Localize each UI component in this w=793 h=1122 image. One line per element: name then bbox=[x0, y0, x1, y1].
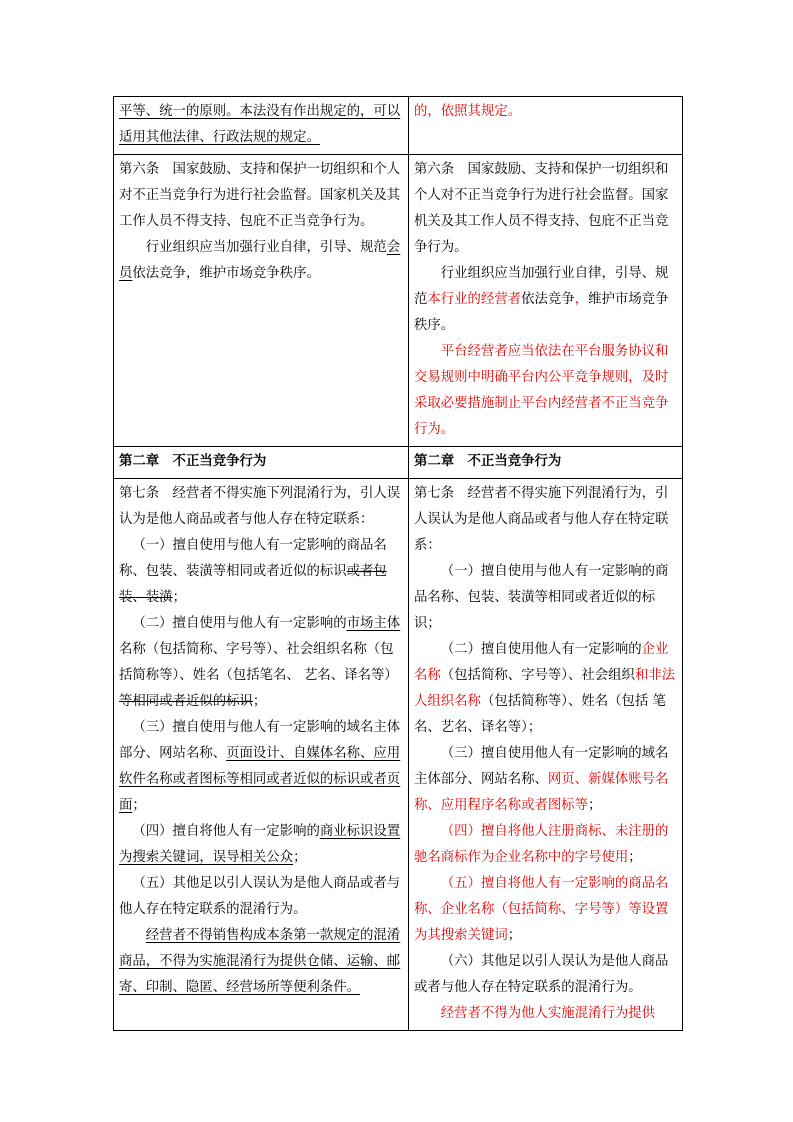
article-7-old-item-2 bbox=[119, 611, 403, 715]
table-row bbox=[114, 479, 683, 1031]
article-6-new-p2 bbox=[414, 261, 677, 339]
text-run: 依法竞争 bbox=[521, 292, 575, 307]
amended-text: 企业名称 bbox=[414, 642, 669, 683]
text-run: ； bbox=[252, 694, 267, 709]
new-law-cell bbox=[409, 97, 683, 155]
text-run: （一）擅自使用与他人有一定影响的商品名称、包装、装潢等相同或者近似的标识 bbox=[119, 538, 387, 579]
text-run: ； bbox=[132, 798, 146, 813]
article-7-new-item-2 bbox=[414, 637, 677, 741]
underlined-text: 会员 bbox=[119, 240, 401, 281]
text-run: 维护市场竞争秩序。 bbox=[414, 292, 669, 333]
amended-text: ， bbox=[574, 292, 589, 307]
amended-text: （四）擅自将他人注册商标、未注册的驰名商标作为企业名称中的字号使用 bbox=[414, 824, 669, 865]
old-law-cell bbox=[114, 155, 409, 447]
text-run: ； bbox=[293, 850, 307, 865]
underlined-text: 商业标识设置为搜索关键词，误导相关公众 bbox=[119, 824, 401, 865]
article-7-new-item-1: （一）擅自使用与他人有一定影响的商品名称、包装、装潢等相同或者近似的标识； bbox=[414, 564, 669, 631]
amended-text: 等设置为其搜索关键词 bbox=[414, 902, 669, 943]
amended-text: 网页、新媒体账号名称、应用程序名称或者图标等 bbox=[414, 772, 669, 813]
article-6-new-p3: 平台经营者应当依法在平台服务协议和交易规则中明确平台内公平竞争规则，及时采取必要措施制止平台内经营者不正当竞争行为。 bbox=[414, 344, 669, 437]
new-law-cell bbox=[409, 479, 683, 1031]
text-run: （二）擅自使用与他人有一定影响的 bbox=[132, 616, 347, 631]
article-7-new-item-4 bbox=[414, 819, 677, 871]
table-row bbox=[114, 155, 683, 447]
text-run: （包括简称、字号等）、社会组织 bbox=[440, 668, 635, 683]
amended-text: 商品名称、企业名称（包括简称、字号等） bbox=[414, 876, 669, 917]
article-7-old-item-1 bbox=[119, 533, 403, 611]
article-7-new-item-6: （六）其他足以引人误认为是他人商品或者与他人存在特定联系的混淆行为。 bbox=[414, 954, 669, 995]
deleted-text: 或者包装、装潢 bbox=[119, 564, 387, 605]
text-run: （包括简称等）、姓名（包括 笔名、艺名、译名等）； bbox=[414, 694, 666, 735]
text-run: ； bbox=[628, 850, 642, 865]
old-law-text: 平等、统一的原则。本法没有作出规定的，可以适用其他法律、行政法规的规定。 bbox=[119, 104, 401, 145]
text-run: ； bbox=[172, 590, 186, 605]
text-run: 名称（包括简称、字号等）、社会组织名称（包括简称等）、姓名（包括笔名、 艺名、译名等） bbox=[119, 642, 398, 683]
old-law-cell bbox=[114, 97, 409, 155]
underlined-text: 页面设计、自媒体名称、应用软件名称或者图标等相同或者近似的标识或者页面 bbox=[119, 746, 401, 813]
chapter-heading-old: 第二章 不正当竞争行为 bbox=[114, 447, 409, 479]
article-7-new-last-paragraph: 经营者不得为他人实施混淆行为提供 bbox=[440, 1006, 656, 1021]
text-run: （四）擅自将他人有一定影响的 bbox=[132, 824, 320, 839]
text-run: ； bbox=[507, 928, 522, 943]
article-7-old-item-4 bbox=[119, 819, 403, 871]
text-run: （三）擅自使用他人有一定影响的域名主体部分、网站名称、 bbox=[414, 746, 669, 787]
new-law-cell bbox=[409, 155, 683, 447]
text-run: ； bbox=[588, 798, 602, 813]
text-run: （二）擅自使用他人有一定影响的 bbox=[440, 642, 642, 657]
article-7-new-item-5 bbox=[414, 871, 677, 949]
text-run: 依法竞争，维护市场竞争秩序。 bbox=[132, 266, 320, 281]
table-row bbox=[114, 97, 683, 155]
amended-text: 和非法人组织名称 bbox=[414, 668, 676, 709]
amended-text: 本行业的经营者 bbox=[427, 292, 522, 307]
article-7-old-item-5: （五）其他足以引人误认为是他人商品或者与他人存在特定联系的混淆行为。 bbox=[119, 876, 401, 917]
underlined-text: 市场主体 bbox=[346, 616, 401, 631]
text-run: 行业组织应当加强行业自律，引导、规范 bbox=[414, 266, 669, 307]
article-6-new-p1: 第六条 国家鼓励、支持和保护一切组织和个人对不正当竞争行为进行社会监督。国家机关及其工作人员不得支持、包庇不正当竞争行为。 bbox=[414, 162, 669, 255]
law-comparison-table bbox=[113, 96, 683, 1031]
old-law-cell bbox=[114, 479, 409, 1031]
article-6-old-p1: 第六条 国家鼓励、支持和保护一切组织和个人对不正当竞争行为进行社会监督。国家机关及其工作人员不得支持、包庇不正当竞争行为。 bbox=[119, 162, 401, 229]
article-7-old-item-3 bbox=[119, 715, 403, 819]
article-7-new-intro: 第七条 经营者不得实施下列混淆行为，引人误认为是他人商品或者与他人存在特定联系： bbox=[414, 486, 669, 553]
deleted-text: 等相同或者近似的标识 bbox=[119, 694, 253, 709]
chapter-row bbox=[114, 447, 683, 479]
article-7-old-last-paragraph: 经营者不得销售构成本条第一款规定的混淆商品，不得为实施混淆行为提供仓储、运输、邮寄、印制、隐匿、经营场所等便利条件。 bbox=[119, 928, 401, 995]
text-run: 行业组织应当加强行业自律，引导、规范 bbox=[145, 240, 387, 255]
text-run: （三）擅自使用与他人有一定影响的域名主体部分、网站名称、 bbox=[119, 720, 401, 761]
article-7-old-intro: 第七条 经营者不得实施下列混淆行为，引人误认为是他人商品或者与他人存在特定联系： bbox=[119, 486, 401, 527]
new-law-text: 的，依照其规定。 bbox=[414, 104, 522, 119]
chapter-heading-new: 第二章 不正当竞争行为 bbox=[409, 447, 683, 479]
amended-text: （五）擅自将他人有一定影响的 bbox=[440, 876, 629, 891]
article-6-old-p2 bbox=[119, 235, 403, 287]
article-7-new-item-3 bbox=[414, 741, 677, 819]
